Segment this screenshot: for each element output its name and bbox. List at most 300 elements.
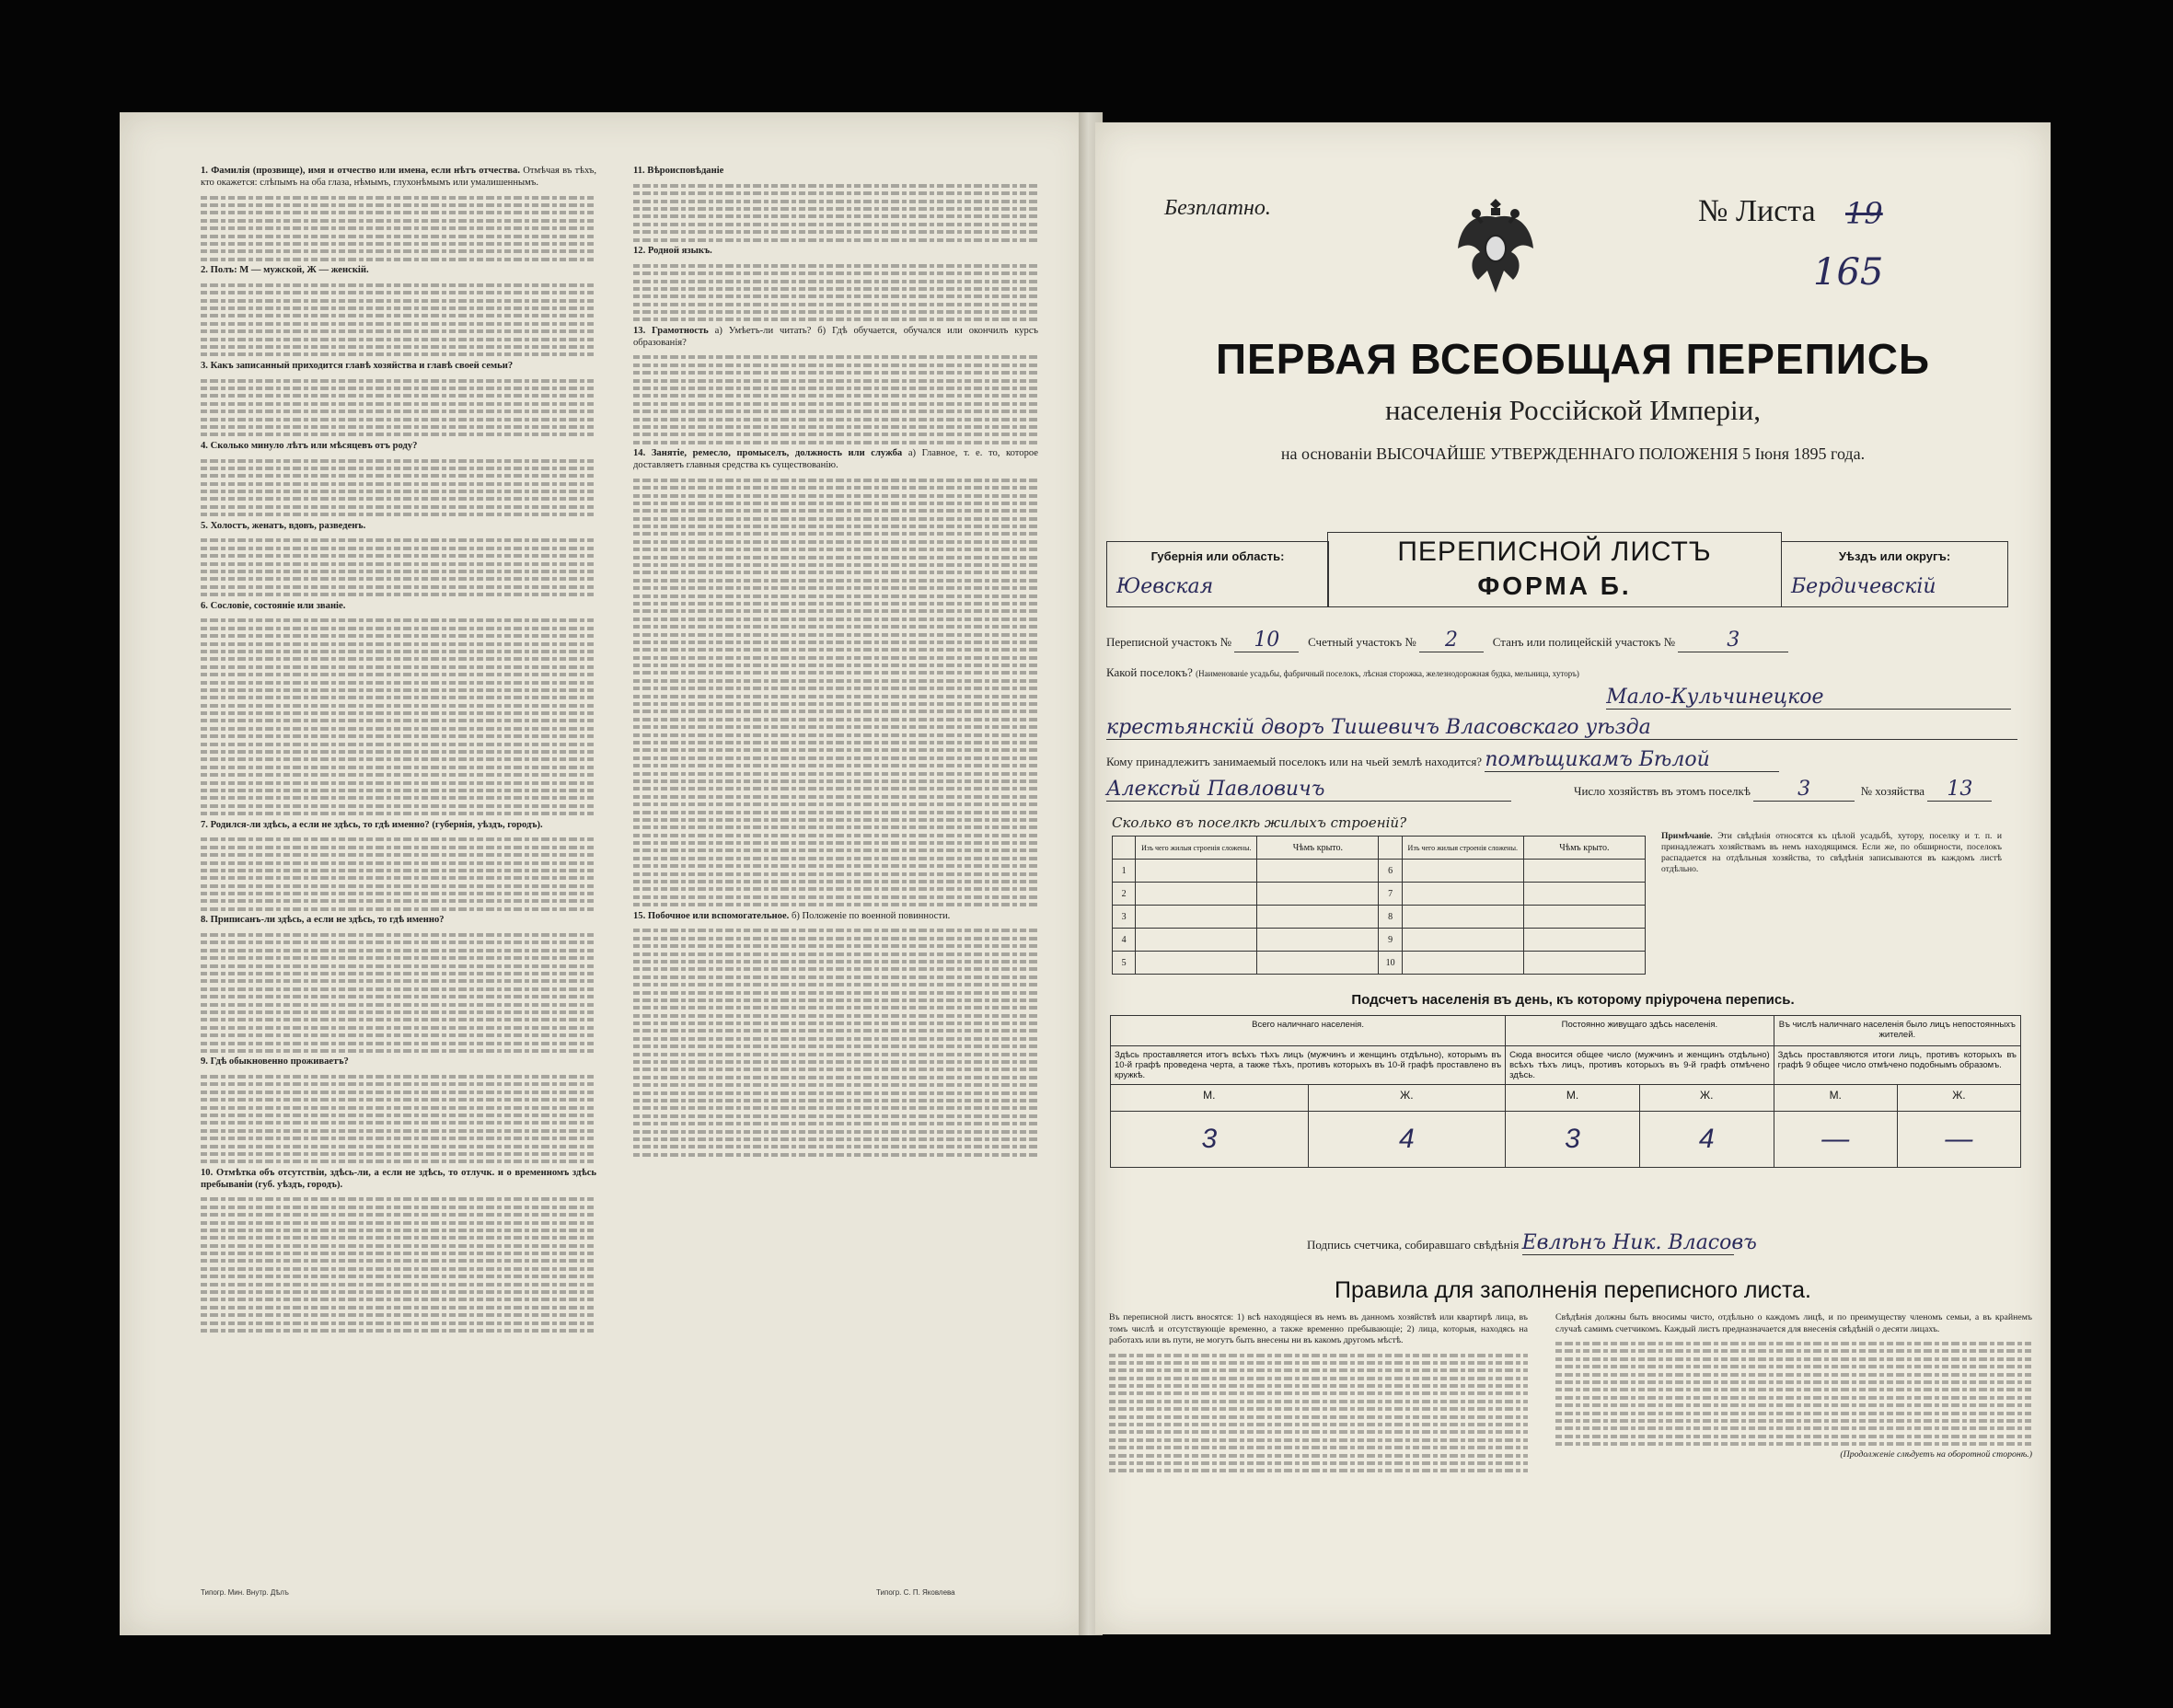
printed-text-line <box>633 548 1038 551</box>
printed-text-line <box>201 283 596 287</box>
printed-text-line <box>633 1006 1038 1010</box>
printed-text-line <box>201 704 596 708</box>
printed-text-line <box>633 418 1038 421</box>
printed-text-line <box>201 1244 596 1248</box>
printed-text-line <box>201 634 596 638</box>
printed-text-line <box>633 795 1038 799</box>
printed-text-line <box>201 743 596 746</box>
uezd-value: Бердичевскій <box>1791 575 1936 598</box>
rules-right-text: Свѣдѣнія должны быть вносимы чисто, отдѣльно о каждомъ лицѣ, и по преимуществу членомъ семьи, а въ крайнемъ случаѣ самимъ счетчикомъ. Каждый листъ предназначается для внесенія свѣдѣній о десяти лицахъ. <box>1555 1312 2032 1334</box>
printed-text-line <box>633 379 1038 383</box>
printed-text-line <box>201 773 596 777</box>
printed-text-line <box>201 734 596 738</box>
building-row-number: 10 <box>1379 952 1402 975</box>
printed-text-line <box>201 995 596 998</box>
printed-text-line <box>633 648 1038 652</box>
printed-text-line <box>633 303 1038 306</box>
printed-text-line <box>633 725 1038 729</box>
printed-text-line <box>633 410 1038 413</box>
printed-text-line <box>633 1130 1038 1134</box>
printed-text-line <box>201 837 596 841</box>
printed-text-line <box>633 991 1038 995</box>
instruction-heading: 14. Занятіе, ремесло, промыселъ, должность или служба <box>633 448 903 459</box>
printed-text-line <box>201 618 596 622</box>
buildings-table <box>1112 836 1646 975</box>
printed-text-line <box>633 848 1038 852</box>
printed-text-line <box>201 394 596 398</box>
printed-text-line <box>633 271 1038 275</box>
owner-label: Кому принадлежитъ занимаемый поселокъ или на чьей землѣ находится? <box>1106 755 1483 768</box>
printed-text-line <box>201 352 596 356</box>
printed-text-line <box>633 983 1038 987</box>
building-row-number: 5 <box>1113 952 1136 975</box>
printed-text-line <box>633 811 1038 814</box>
owner-line <box>1106 748 1779 772</box>
printed-text-line <box>201 505 596 509</box>
printed-text-line <box>633 238 1038 242</box>
printed-text-line <box>201 570 596 573</box>
settlement-label: Какой поселокъ? <box>1106 665 1193 679</box>
printed-text-line <box>201 433 596 436</box>
printed-text-line <box>633 625 1038 629</box>
building-row-number: 2 <box>1113 883 1136 906</box>
printed-text-line <box>201 750 596 754</box>
printed-text-line <box>201 861 596 865</box>
instruction-item <box>633 166 1038 178</box>
printed-text-line <box>633 779 1038 783</box>
printed-text-line <box>201 242 596 246</box>
census-district-value: 10 <box>1234 629 1299 652</box>
printed-text-line <box>633 402 1038 406</box>
printed-text-line <box>201 1313 596 1317</box>
printed-text-line <box>201 1283 596 1287</box>
instruction-item <box>201 521 596 533</box>
note-text: Эти свѣдѣнія относятся къ цѣлой усадьбѣ, хутору, поселку и т. п. и принадлежатъ хозяйствамъ въ немъ находящимся. Если же, по обширности, поселокъ распадается на отдѣльныя хозяйства, то свѣдѣнія записываются въ каждомъ листѣ отдѣльно. <box>1661 831 2003 874</box>
printed-text-line <box>201 345 596 349</box>
printed-text-line <box>633 1114 1038 1118</box>
printed-text-line <box>633 1076 1038 1079</box>
form-title: ПЕРЕПИСНОЙ ЛИСТЪ <box>1397 537 1712 567</box>
printed-text-line <box>201 1290 596 1294</box>
printed-text-line <box>201 1197 596 1201</box>
printed-text-line <box>201 425 596 429</box>
households-value: 3 <box>1753 778 1855 802</box>
printed-text-line <box>201 196 596 200</box>
printed-text-line <box>633 602 1038 606</box>
printed-text-line <box>633 394 1038 398</box>
instruction-text: а) Главное, т. е. то, которое доставляетъ главныя средства къ существованію. <box>633 448 1038 470</box>
owner-value-2: Алексѣй Павловичъ <box>1106 778 1511 802</box>
sheet-number-handwritten: 19 <box>1845 196 1883 231</box>
census-decree-line: на основаніи ВЫСОЧАЙШЕ УТВЕРЖДЕННАГО ПОЛОЖЕНІЯ 5 Іюня 1895 года. <box>1280 444 1866 463</box>
free-label: Безплатно. <box>1164 196 1271 220</box>
printed-text-line <box>633 1037 1038 1041</box>
printed-text-line <box>633 903 1038 906</box>
printed-text-line <box>201 688 596 692</box>
form-title-box <box>1327 532 1782 607</box>
printed-text-line <box>633 609 1038 613</box>
building-row-number: 8 <box>1379 906 1402 929</box>
printed-text-line <box>201 949 596 952</box>
sheet-number-label: № Листа <box>1698 194 1816 228</box>
printed-text-line <box>201 972 596 975</box>
male-label: М. <box>1774 1085 1897 1112</box>
printed-text-line <box>201 1082 596 1086</box>
household-number-label: № хозяйства <box>1860 784 1925 798</box>
printed-text-line <box>633 633 1038 637</box>
instruction-item <box>201 1056 596 1068</box>
census-subtitle: населенія Россійской Имперіи, <box>1384 394 1762 426</box>
printed-text-line <box>633 525 1038 528</box>
count-desc-total: Здѣсь проставляется итогъ всѣхъ тѣхъ лицъ (мужчинъ и женщинъ отдѣльно), которымъ въ 10-й графѣ проведена черта, а также тѣхъ, противъ которыхъ въ 10-й графѣ проставлено въ кружкѣ. <box>1111 1046 1506 1085</box>
printed-text-line <box>201 933 596 937</box>
printed-text-line <box>201 291 596 294</box>
printed-text-line <box>201 402 596 406</box>
uezd-field <box>1781 541 2008 607</box>
female-label: Ж. <box>1308 1085 1506 1112</box>
printed-text-line <box>633 998 1038 1002</box>
printed-text-line <box>201 1252 596 1255</box>
census-title: ПЕРВАЯ ВСЕОБЩАЯ ПЕРЕПИСЬ <box>1215 335 1931 383</box>
police-district-label: Станъ или полицейскій участокъ № <box>1492 635 1676 649</box>
printed-text-line <box>633 214 1038 218</box>
printed-text-line <box>201 696 596 699</box>
printed-text-line <box>201 467 596 470</box>
instruction-text: б) Положеніе по военной повинности. <box>789 910 951 921</box>
printed-text-line <box>633 264 1038 268</box>
male-label: М. <box>1506 1085 1640 1112</box>
printed-text-line <box>633 702 1038 706</box>
printed-text-line <box>201 899 596 903</box>
printed-text-line <box>633 540 1038 544</box>
count-desc-permanent: Сюда вносится общее число (мужчинъ и женщинъ отдѣльно) всѣхъ тѣхъ лицъ, противъ которыхъ въ 9-й графѣ отмѣчено здѣсь. <box>1506 1046 1774 1085</box>
owner-value-line2 <box>1106 778 1511 802</box>
district-line <box>1106 629 1788 652</box>
printed-text-line <box>201 650 596 653</box>
printed-text-line <box>201 482 596 486</box>
printed-text-line <box>633 975 1038 979</box>
printed-text-line <box>633 1053 1038 1056</box>
printed-text-line <box>201 1137 596 1140</box>
printed-text-line <box>201 1010 596 1014</box>
printed-text-line <box>201 673 596 676</box>
printed-text-line <box>201 1329 596 1333</box>
printed-text-line <box>201 299 596 303</box>
printed-text-line <box>201 1121 596 1125</box>
printed-text-line <box>201 418 596 421</box>
instruction-item <box>201 601 596 613</box>
left-page <box>120 112 1091 1635</box>
printed-text-line <box>201 1075 596 1079</box>
count-header-temporary: Въ числѣ наличнаго населенія было лицъ непостоянныхъ жителей. <box>1774 1016 2020 1046</box>
printed-text-line <box>201 219 596 223</box>
printed-text-line <box>201 1129 596 1133</box>
printed-text-line <box>633 748 1038 752</box>
printed-text-line <box>633 425 1038 429</box>
building-row-number: 7 <box>1379 883 1402 906</box>
printed-text-line <box>633 223 1038 226</box>
printed-text-line <box>201 1145 596 1148</box>
printed-text-line <box>201 211 596 214</box>
instruction-item <box>633 448 1038 472</box>
printed-text-line <box>201 338 596 341</box>
printed-text-line <box>633 579 1038 583</box>
printed-text-line <box>633 207 1038 211</box>
printed-text-line <box>201 665 596 669</box>
printed-text-line <box>633 479 1038 482</box>
printed-text-line <box>633 317 1038 321</box>
printed-text-line <box>201 1049 596 1053</box>
printed-text-line <box>633 834 1038 837</box>
instruction-item <box>201 915 596 927</box>
printed-text-line <box>633 718 1038 721</box>
instruction-item <box>201 166 596 190</box>
printed-text-line <box>201 585 596 589</box>
printed-text-line <box>201 627 596 630</box>
instruction-heading: 7. Родился-ли здѣсь, а если не здѣсь, то гдѣ именно? (губернія, уѣздъ, городъ). <box>201 819 543 830</box>
printed-text-line <box>201 1026 596 1030</box>
rules-footer: (Продолженіе слѣдуетъ на оборотной сторонѣ.) <box>1840 1449 2032 1460</box>
printed-text-line <box>633 594 1038 598</box>
printed-text-line <box>201 1221 596 1225</box>
printed-text-line <box>633 741 1038 744</box>
printed-text-line <box>201 226 596 230</box>
printed-text-line <box>633 200 1038 203</box>
printed-text-line <box>633 494 1038 498</box>
census-district-label: Переписной участокъ № <box>1106 635 1232 649</box>
form-subtitle: ФОРМА Б. <box>1477 571 1632 600</box>
guberniya-label: Губернія или область: <box>1150 549 1285 563</box>
printed-text-line <box>201 727 596 731</box>
building-row-number: 1 <box>1113 860 1136 883</box>
printed-text-line <box>633 960 1038 964</box>
instruction-heading: 9. Гдѣ обыкновенно проживаетъ? <box>201 1056 349 1068</box>
population-count-table <box>1110 1015 2021 1168</box>
count-temporary-female: — <box>1897 1112 2020 1168</box>
printed-text-line <box>633 695 1038 698</box>
printed-text-line <box>201 1152 596 1156</box>
instruction-item <box>201 265 596 277</box>
printed-text-line <box>633 364 1038 367</box>
printed-text-line <box>633 1122 1038 1125</box>
printed-text-line <box>201 490 596 493</box>
printed-text-line <box>633 571 1038 574</box>
guberniya-value: Юевская <box>1116 575 1214 598</box>
printed-text-line <box>201 884 596 888</box>
rules-title: Правила для заполненія переписного листа. <box>1335 1277 1811 1303</box>
buildings-header-material-right: Изъ чего жилыя строенія сложены. <box>1402 837 1523 860</box>
uezd-label: Уѣздъ или округъ: <box>1838 549 1951 563</box>
printed-text-line <box>633 756 1038 760</box>
right-page <box>1095 122 2051 1634</box>
female-label: Ж. <box>1639 1085 1774 1112</box>
count-temporary-male: — <box>1774 1112 1897 1168</box>
printed-text-line <box>633 556 1038 560</box>
printed-text-line <box>633 857 1038 860</box>
note-title: Примѣчаніе. <box>1661 831 1713 841</box>
printed-text-line <box>201 1298 596 1301</box>
counting-district-label: Счетный участокъ № <box>1308 635 1416 649</box>
instruction-heading: 10. Отмѣтка объ отсутствіи, здѣсь-ли, а если не здѣсь, то отлучк. и о временномъ здѣсь пребываніи (губ. уѣздъ, городъ). <box>201 1167 596 1190</box>
counting-district-value: 2 <box>1419 629 1484 652</box>
instruction-heading: 15. Побочное или вспомогательное. <box>633 910 790 921</box>
printed-text-line <box>201 869 596 872</box>
printed-text-line <box>201 547 596 550</box>
rules-left-text: Въ переписной листъ вносятся: 1) всѣ находящіеся въ немъ въ данномъ хозяйствѣ или квартирѣ лица, въ томъ числѣ и отсутствующіе временно, а также временно пребывающіе; 2) лица, которыя, находясь на работахъ или въ пути, не могутъ быть внесены ни въ какомъ другомъ мѣстѣ. <box>1109 1312 1528 1345</box>
printed-text-line <box>633 664 1038 667</box>
printed-text-line <box>201 846 596 849</box>
printed-text-line <box>201 1160 596 1163</box>
printed-text-line <box>201 796 596 800</box>
signature-line <box>1307 1231 1757 1255</box>
count-permanent-female: 4 <box>1639 1112 1774 1168</box>
buildings-header-roof-right: Чѣмъ крыто. <box>1523 837 1645 860</box>
printed-text-line <box>201 1091 596 1094</box>
printed-text-line <box>201 657 596 661</box>
owner-value: помѣщикамъ Бѣлой <box>1485 748 1779 772</box>
printed-text-line <box>633 294 1038 298</box>
households-line <box>1574 778 1992 802</box>
buildings-header-roof-left: Чѣмъ крыто. <box>1257 837 1379 860</box>
instruction-heading: 13. Грамотность <box>633 325 709 336</box>
printed-text-line <box>201 1321 596 1325</box>
printed-text-line <box>633 532 1038 536</box>
printed-text-line <box>633 1021 1038 1025</box>
settlement-value-2: крестьянскій дворъ Тишевичъ Власовскаго уѣзда <box>1106 716 2017 740</box>
printed-text-line <box>201 1033 596 1037</box>
guberniya-field <box>1106 541 1329 607</box>
printed-text-line <box>201 766 596 769</box>
printed-text-line <box>201 538 596 542</box>
printed-text-line <box>633 687 1038 690</box>
printed-text-line <box>633 617 1038 621</box>
printed-text-line <box>201 497 596 501</box>
printed-text-line <box>633 841 1038 845</box>
buildings-header-material-left: Изъ чего жилыя строенія сложены. <box>1136 837 1257 860</box>
printed-text-line <box>633 640 1038 644</box>
printed-text-line <box>633 944 1038 948</box>
printed-text-line <box>633 1091 1038 1095</box>
printed-text-line <box>633 802 1038 806</box>
printed-text-line <box>201 306 596 310</box>
printed-text-line <box>201 258 596 261</box>
printed-text-line <box>201 979 596 983</box>
printed-text-line <box>633 1014 1038 1018</box>
printed-text-line <box>201 987 596 991</box>
count-desc-temporary: Здѣсь проставляются итоги лицъ, противъ которыхъ въ графѣ 9 общее число отмѣчено подобнымъ образомъ. <box>1774 1046 2020 1085</box>
printer-footer-right: Типогр. С. П. Яковлева <box>876 1588 955 1597</box>
printed-text-line <box>633 733 1038 737</box>
instruction-item <box>633 326 1038 350</box>
printed-text-line <box>201 474 596 478</box>
printed-text-line <box>201 789 596 792</box>
printed-text-line <box>633 880 1038 883</box>
printed-text-line <box>633 509 1038 513</box>
printed-text-line <box>201 719 596 722</box>
instruction-text: Отмѣчая въ тѣхъ, кто окажется: слѣпымъ на оба глаза, нѣмымъ, глухонѣмымъ или умалишеннымъ. <box>201 166 597 188</box>
printed-text-line <box>633 280 1038 283</box>
population-count-title: Подсчетъ населенія въ день, къ которому пріурочена перепись. <box>1351 992 1795 1008</box>
instruction-item <box>201 361 596 373</box>
printed-text-line <box>201 203 596 207</box>
printer-footer-left: Типогр. Мин. Внутр. Дѣлъ <box>201 1588 289 1597</box>
female-label: Ж. <box>1897 1085 2020 1112</box>
printed-text-line <box>633 1099 1038 1102</box>
printed-text-line <box>633 1029 1038 1033</box>
printed-text-line <box>633 1060 1038 1064</box>
building-row-number: 9 <box>1379 929 1402 952</box>
printed-text-line <box>201 513 596 516</box>
printed-text-line <box>201 956 596 960</box>
printed-text-line <box>201 249 596 253</box>
buildings-note <box>1661 831 2002 882</box>
printed-text-line <box>633 671 1038 675</box>
printed-text-line <box>633 952 1038 956</box>
printed-text-line <box>201 812 596 815</box>
signature-value: Евлѣнъ Ник. Власовъ <box>1521 1231 1757 1254</box>
printed-text-line <box>201 577 596 581</box>
instruction-text: а) Умѣетъ-ли читать? б) Гдѣ обучается, обучался или окончилъ курсъ образованія? <box>633 325 1039 348</box>
count-permanent-male: 3 <box>1506 1112 1640 1168</box>
printed-text-line <box>201 757 596 761</box>
printed-text-line <box>201 379 596 383</box>
instruction-heading: 8. Приписанъ-ли здѣсь, а если не здѣсь, то гдѣ именно? <box>201 915 445 926</box>
printed-text-line <box>201 1306 596 1310</box>
printed-text-line <box>633 1068 1038 1071</box>
printed-text-line <box>633 895 1038 899</box>
printed-text-line <box>633 818 1038 822</box>
male-label: М. <box>1111 1085 1309 1112</box>
instruction-heading: 12. Родной языкъ. <box>633 245 712 256</box>
printed-text-line <box>201 876 596 880</box>
printed-text-line <box>201 314 596 317</box>
printed-text-line <box>201 1236 596 1240</box>
printed-text-line <box>633 1083 1038 1087</box>
printed-text-line <box>633 563 1038 567</box>
printed-text-line <box>633 1137 1038 1141</box>
printed-text-line <box>633 502 1038 505</box>
settlement-value-line2 <box>1106 716 2017 740</box>
printed-text-line <box>201 892 596 895</box>
instructions-column-2 <box>633 166 1038 1160</box>
printed-text-line <box>633 772 1038 776</box>
household-number-value: 13 <box>1927 778 1992 802</box>
printed-text-line <box>201 1042 596 1045</box>
printed-text-line <box>633 230 1038 234</box>
printed-text-line <box>633 1145 1038 1148</box>
printed-text-line <box>633 825 1038 829</box>
police-district-value: 3 <box>1678 629 1788 652</box>
printed-text-line <box>201 1206 596 1209</box>
printed-text-line <box>633 679 1038 683</box>
households-label: Число хозяйствъ въ этомъ поселкѣ <box>1574 784 1751 798</box>
printed-text-line <box>633 433 1038 436</box>
printed-text-line <box>633 929 1038 932</box>
printed-text-line <box>633 371 1038 375</box>
building-row-number: 6 <box>1379 860 1402 883</box>
printed-text-line <box>633 191 1038 195</box>
printed-text-line <box>633 1044 1038 1048</box>
printed-text-line <box>201 1259 596 1263</box>
printed-text-line <box>633 184 1038 188</box>
printed-text-line <box>633 764 1038 767</box>
instruction-heading: 4. Сколько минуло лѣтъ или мѣсяцевъ отъ роду? <box>201 440 418 451</box>
printed-text-line <box>633 887 1038 891</box>
printed-text-line <box>633 967 1038 971</box>
printed-text-line <box>201 387 596 390</box>
printed-text-line <box>633 872 1038 876</box>
printed-text-line <box>201 642 596 646</box>
